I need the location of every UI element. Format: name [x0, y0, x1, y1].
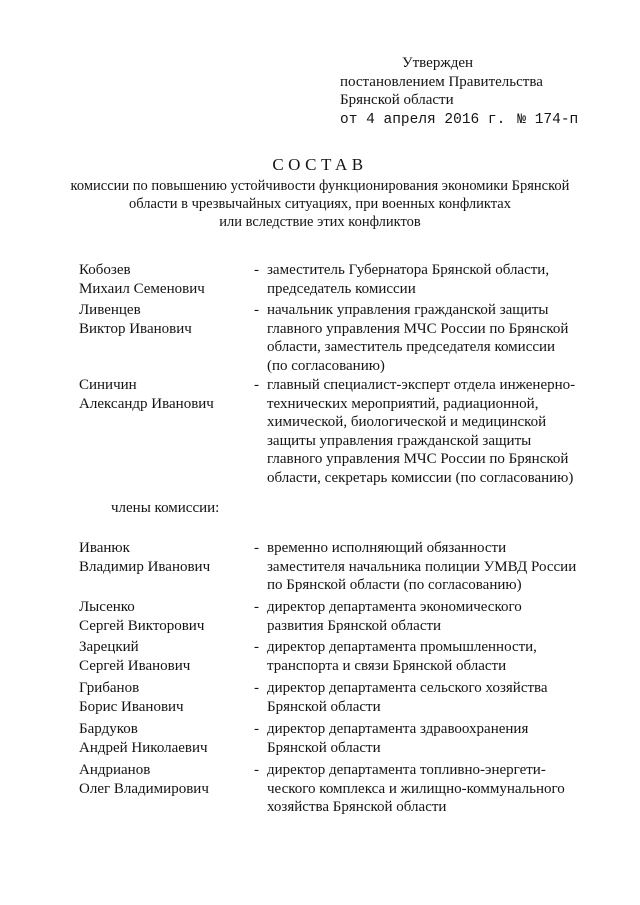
- role-line: области, секретарь комиссии (по согласованию): [267, 469, 574, 486]
- member-role: [267, 539, 607, 595]
- member-name: [79, 539, 249, 576]
- approval-date-number: [340, 111, 578, 130]
- role-line: директор департамента сельского хозяйства: [267, 680, 548, 696]
- separator-dash: -: [254, 721, 259, 737]
- role-line: технических мероприятий, радиационной,: [267, 395, 539, 412]
- member-given-names: Борис Иванович: [79, 698, 184, 715]
- member-surname: Кобозев: [79, 262, 131, 278]
- member-given-names: Александр Иванович: [79, 395, 214, 412]
- role-line: директор департамента экономического: [267, 599, 522, 615]
- role-line: Брянской области: [267, 698, 381, 715]
- member-name: [79, 679, 249, 716]
- role-line: главного управления МЧС России по Брянской: [267, 320, 569, 337]
- role-line: Брянской области: [267, 739, 381, 756]
- approval-number: № 174-п: [517, 111, 579, 128]
- role-line: по Брянской области (по согласованию): [267, 577, 522, 593]
- separator-dash: -: [254, 302, 259, 318]
- document-title: СОСТАВ: [272, 155, 368, 174]
- role-line: временно исполняющий обязанности: [267, 540, 507, 556]
- member-name: [79, 638, 249, 675]
- member-surname: Андрианов: [79, 762, 151, 778]
- separator-dash: -: [254, 639, 259, 655]
- role-line: директор департамента промышленности,: [267, 639, 537, 655]
- approval-stamp: [340, 54, 578, 129]
- document-subtitle: [30, 177, 610, 231]
- member-role: [267, 598, 607, 635]
- role-line: директор департамента здравоохранения: [267, 721, 529, 737]
- member-surname: Бардуков: [79, 721, 138, 737]
- separator-dash: -: [254, 680, 259, 696]
- member-role: [267, 761, 607, 817]
- separator-dash: -: [254, 540, 259, 556]
- member-surname: Зарецкий: [79, 639, 139, 655]
- separator-dash: -: [254, 762, 259, 778]
- member-given-names: Сергей Иванович: [79, 657, 191, 674]
- approval-date: от 4 апреля 2016 г.: [340, 111, 506, 128]
- member-role: [267, 679, 607, 716]
- role-line: заместителя начальника полиции УМВД России: [267, 558, 577, 575]
- member-role: [267, 376, 607, 487]
- member-role: [267, 261, 607, 298]
- member-given-names: Сергей Викторович: [79, 617, 205, 634]
- document-heading: [30, 155, 610, 231]
- member-name: [79, 598, 249, 635]
- member-given-names: Олег Владимирович: [79, 780, 209, 797]
- role-line: директор департамента топливно-энергети-: [267, 762, 546, 778]
- member-surname: Синичин: [79, 377, 137, 393]
- role-line: области, заместитель председателя комиссии: [267, 339, 556, 355]
- approval-line-approved: Утвержден: [402, 55, 474, 71]
- member-given-names: Виктор Иванович: [79, 320, 192, 337]
- role-line: главного управления МЧС России по Брянской: [267, 451, 569, 467]
- member-name: [79, 261, 249, 298]
- subtitle-line: комиссии по повышению устойчивости функционирования экономики Брянской: [70, 178, 570, 194]
- role-line: транспорта и связи Брянской области: [267, 657, 507, 674]
- member-surname: Иванюк: [79, 540, 130, 556]
- role-line: химической, биологической и медицинской: [267, 414, 547, 430]
- subtitle-line: области в чрезвычайных ситуациях, при военных конфликтах: [129, 196, 511, 212]
- role-line: (по согласованию): [267, 357, 385, 374]
- member-given-names: Андрей Николаевич: [79, 739, 208, 756]
- role-line: развития Брянской области: [267, 617, 442, 634]
- role-line: председатель комиссии: [267, 280, 416, 297]
- separator-dash: -: [254, 377, 259, 393]
- member-surname: Лысенко: [79, 599, 135, 615]
- member-name: [79, 376, 249, 413]
- role-line: защиты управления гражданской защиты: [267, 432, 532, 449]
- separator-dash: -: [254, 599, 259, 615]
- role-line: начальник управления гражданской защиты: [267, 302, 549, 318]
- separator-dash: -: [254, 262, 259, 278]
- approval-line-resolution: постановлением Правительства: [340, 73, 543, 90]
- members-section-label: члены комиссии:: [111, 500, 220, 516]
- member-name: [79, 301, 249, 338]
- member-name: [79, 761, 249, 798]
- member-given-names: Владимир Иванович: [79, 558, 211, 575]
- member-given-names: Михаил Семенович: [79, 280, 205, 297]
- member-surname: Ливенцев: [79, 302, 141, 318]
- approval-line-region: Брянской области: [340, 92, 454, 108]
- subtitle-line: или вследствие этих конфликтов: [219, 214, 421, 230]
- member-role: [267, 720, 607, 757]
- member-role: [267, 638, 607, 675]
- role-line: главный специалист-эксперт отдела инженерно-: [267, 377, 576, 393]
- role-line: хозяйства Брянской области: [267, 799, 447, 815]
- member-surname: Грибанов: [79, 680, 140, 696]
- member-name: [79, 720, 249, 757]
- role-line: заместитель Губернатора Брянской области,: [267, 262, 550, 278]
- role-line: ческого комплекса и жилищно-коммунального: [267, 780, 565, 797]
- member-role: [267, 301, 607, 375]
